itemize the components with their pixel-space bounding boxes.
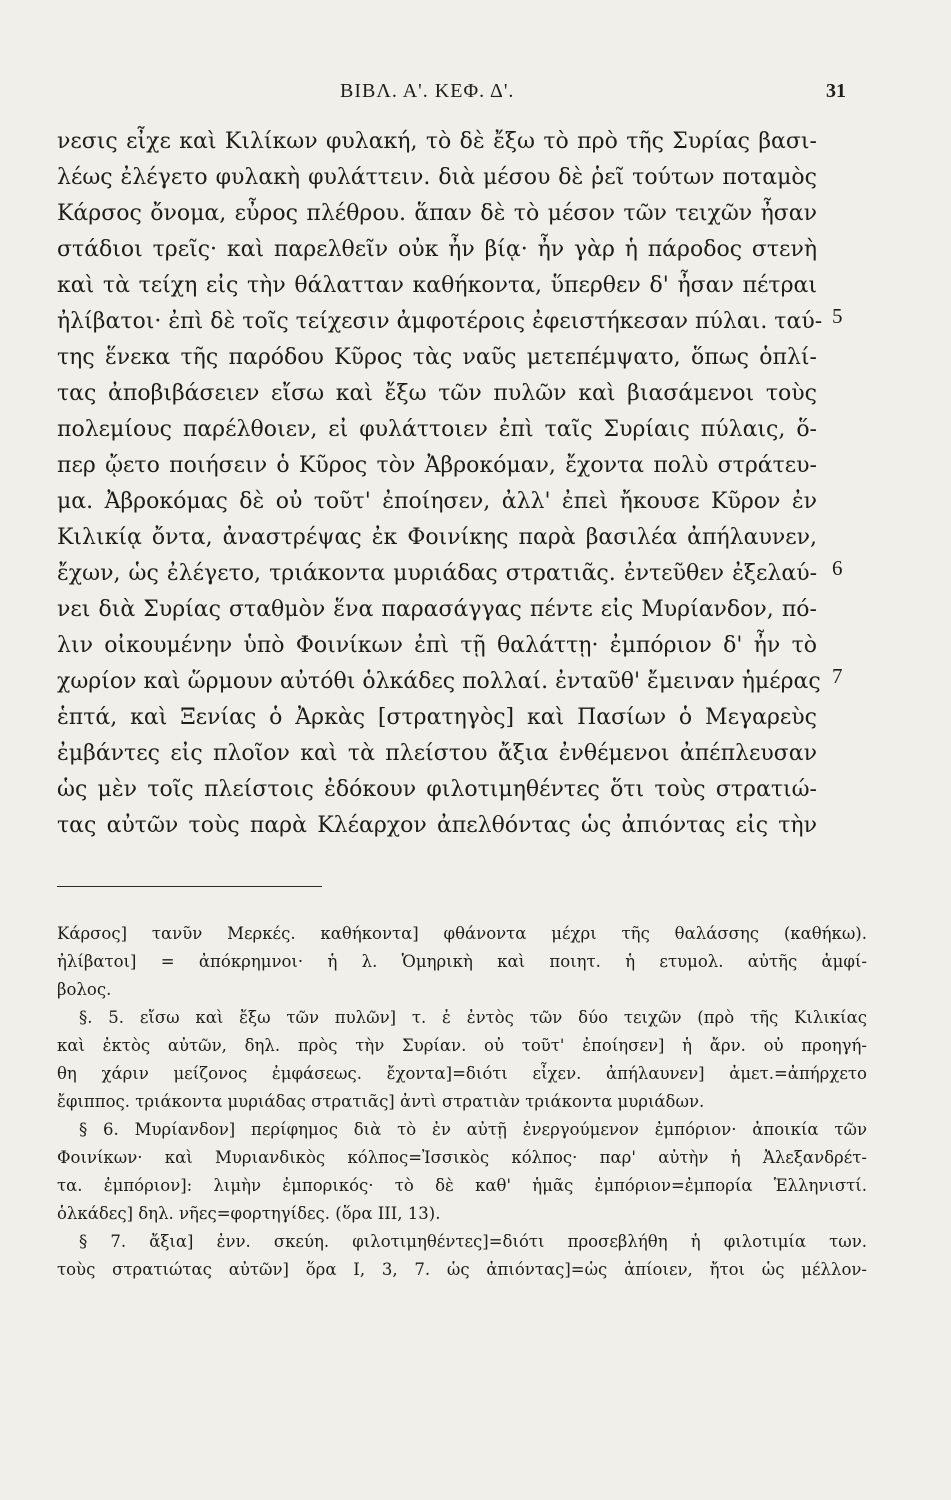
- text-line: ἔχων, ὡς ἐλέγετο, τριάκοντα μυριάδας στρατιᾶς. ἐντεῦθεν ἐξελαύ-: [57, 561, 817, 586]
- footnote-line: § 6. Μυρίανδον] περίφημος διὰ τὸ ἐν αὐτῇ ἐνεργούμενον ἐμπόριον· ἀποικία τῶν: [79, 1120, 867, 1139]
- text-line: στάδιοι τρεῖς· καὶ παρελθεῖν οὐκ ἦν βίᾳ· ἦν γὰρ ἡ πάροδος στενὴ: [57, 237, 817, 262]
- section-number: 6: [832, 556, 843, 580]
- page-header: [0, 80, 951, 110]
- footnote-line: τοὺς στρατιώτας αὐτῶν] ὅρα I, 3, 7. ὡς ἀπιόντας]=ὡς ἀπίοιεν, ἤτοι ὡς μέλλον-: [57, 1260, 867, 1279]
- page-number: 31: [826, 80, 846, 102]
- text-line: καὶ τὰ τείχη εἰς τὴν θάλατταν καθήκοντα, ὕπερθεν δ' ἦσαν πέτραι: [57, 273, 817, 298]
- footnote-line: § 7. ἄξια] ἐνν. σκεύη. φιλοτιμηθέντες]=διότι προσεβλήθη ἡ φιλοτιμία των.: [79, 1232, 867, 1251]
- footnote-line: ὁλκάδες] δηλ. νῆες=φορτηγίδες. (ὅρα III, 13).: [57, 1204, 441, 1223]
- footnote-line: ἠλίβατοι] = ἀπόκρημνοι· ἡ λ. Ὁμηρικὴ καὶ ποιητ. ἡ ετυμολ. αὐτῆς ἀμφί-: [57, 952, 867, 971]
- text-line: ἑπτά, καὶ Ξενίας ὁ Ἀρκὰς [στρατηγὸς] καὶ Πασίων ὁ Μεγαρεὺς: [57, 705, 817, 730]
- text-line: ὡς μὲν τοῖς πλείστοις ἐδόκουν φιλοτιμηθέντες ὅτι τοὺς στρατιώ-: [57, 777, 817, 802]
- footnote-line: Κάρσος] τανῦν Μερκές. καθήκοντα] φθάνοντα μέχρι τῆς θαλάσσης (καθήκω).: [57, 924, 867, 943]
- footnote-line: Φοινίκων· καὶ Μυριανδικὸς κόλπος=Ἰσσικὸς κόλπος· παρ' αὐτὴν ἡ Ἀλεξανδρέτ-: [57, 1148, 867, 1167]
- footnote-divider: [57, 886, 322, 887]
- footnote-line: βολος.: [57, 980, 112, 999]
- text-line: Κιλικίᾳ ὄντα, ἀναστρέψας ἐκ Φοινίκης παρὰ βασιλέα ἀπήλαυνεν,: [57, 525, 817, 550]
- footnotes: [57, 920, 867, 1284]
- text-line: τας ἀποβιβάσειεν εἴσω καὶ ἔξω τῶν πυλῶν καὶ βιασάμενοι τοὺς: [57, 381, 817, 406]
- text-line: μα. Ἀβροκόμας δὲ οὐ τοῦτ' ἐποίησεν, ἀλλ' ἐπεὶ ἤκουσε Κῦρον ἐν: [57, 489, 817, 514]
- text-line: νεσις εἶχε καὶ Κιλίκων φυλακή, τὸ δὲ ἔξω τὸ πρὸ τῆς Συρίας βασι-: [57, 129, 817, 154]
- text-line: λέως ἐλέγετο φυλακὴ φυλάττειν. διὰ μέσου δὲ ῥεῖ τούτων ποταμὸς: [57, 165, 817, 190]
- running-title: ΒΙΒΛ. Α'. ΚΕΦ. Δ'.: [340, 80, 515, 102]
- text-line: τας αὐτῶν τοὺς παρὰ Κλέαρχον ἀπελθόντας ὡς ἀπιόντας εἰς τὴν: [57, 813, 817, 838]
- footnote-line: καὶ ἐκτὸς αὐτῶν, δηλ. πρὸς τὴν Συρίαν. οὐ τοῦτ' ἐποίησεν] ἡ ἄρν. οὐ προηγή-: [57, 1036, 867, 1055]
- text-line: λιν οἰκουμένην ὑπὸ Φοινίκων ἐπὶ τῇ θαλάττῃ· ἐμπόριον δ' ἦν τὸ: [57, 633, 817, 658]
- text-line: της ἕνεκα τῆς παρόδου Κῦρος τὰς ναῦς μετεπέμψατο, ὅπως ὁπλί-: [57, 345, 817, 370]
- text-line: νει διὰ Συρίας σταθμὸν ἕνα παρασάγγας πέντε εἰς Μυρίανδον, πό-: [57, 597, 817, 622]
- footnote-line: τα. ἐμπόριον]: λιμὴν ἐμπορικός· τὸ δὲ καθ' ἡμᾶς ἐμπόριον=ἐμπορία Ἑλληνιστί.: [57, 1176, 867, 1195]
- footnote-line: θη χάριν μείζονος ἐμφάσεως. ἔχοντα]=διότι εἶχεν. ἀπήλαυνεν] ἀμετ.=ἀπήρχετο: [57, 1064, 867, 1083]
- section-number: 5: [832, 304, 843, 328]
- text-line: Κάρσος ὄνομα, εὖρος πλέθρου. ἅπαν δὲ τὸ μέσον τῶν τειχῶν ἦσαν: [57, 201, 817, 226]
- text-line: πολεμίους παρέλθοιεν, εἰ φυλάττοιεν ἐπὶ ταῖς Συρίαις πύλαις, ὅ-: [57, 417, 817, 442]
- footnote-line: ἔφιππος. τριάκοντα μυριάδας στρατιᾶς] ἀντὶ στρατιὰν τριάκοντα μυριάδων.: [57, 1092, 705, 1111]
- text-line: ἐμβάντες εἰς πλοῖον καὶ τὰ πλείστου ἄξια ἐνθέμενοι ἀπέπλευσαν: [57, 741, 817, 766]
- main-text: [57, 124, 823, 844]
- text-line: ἠλίβατοι· ἐπὶ δὲ τοῖς τείχεσιν ἀμφοτέροις ἐφειστήκεσαν πύλαι. ταύ-: [57, 309, 823, 334]
- text-line: περ ᾤετο ποιήσειν ὁ Κῦρος τὸν Ἀβροκόμαν, ἔχοντα πολὺ στράτευ-: [57, 453, 817, 478]
- footnote-line: §. 5. εἴσω καὶ ἔξω τῶν πυλῶν] τ. ἐ ἐντὸς τῶν δύο τειχῶν (πρὸ τῆς Κιλικίας: [79, 1008, 867, 1027]
- text-line: χωρίον καὶ ὥρμουν αὐτόθι ὁλκάδες πολλαί. ἐνταῦθ' ἔμειναν ἡμέρας: [57, 669, 821, 694]
- section-number: 7: [832, 664, 843, 688]
